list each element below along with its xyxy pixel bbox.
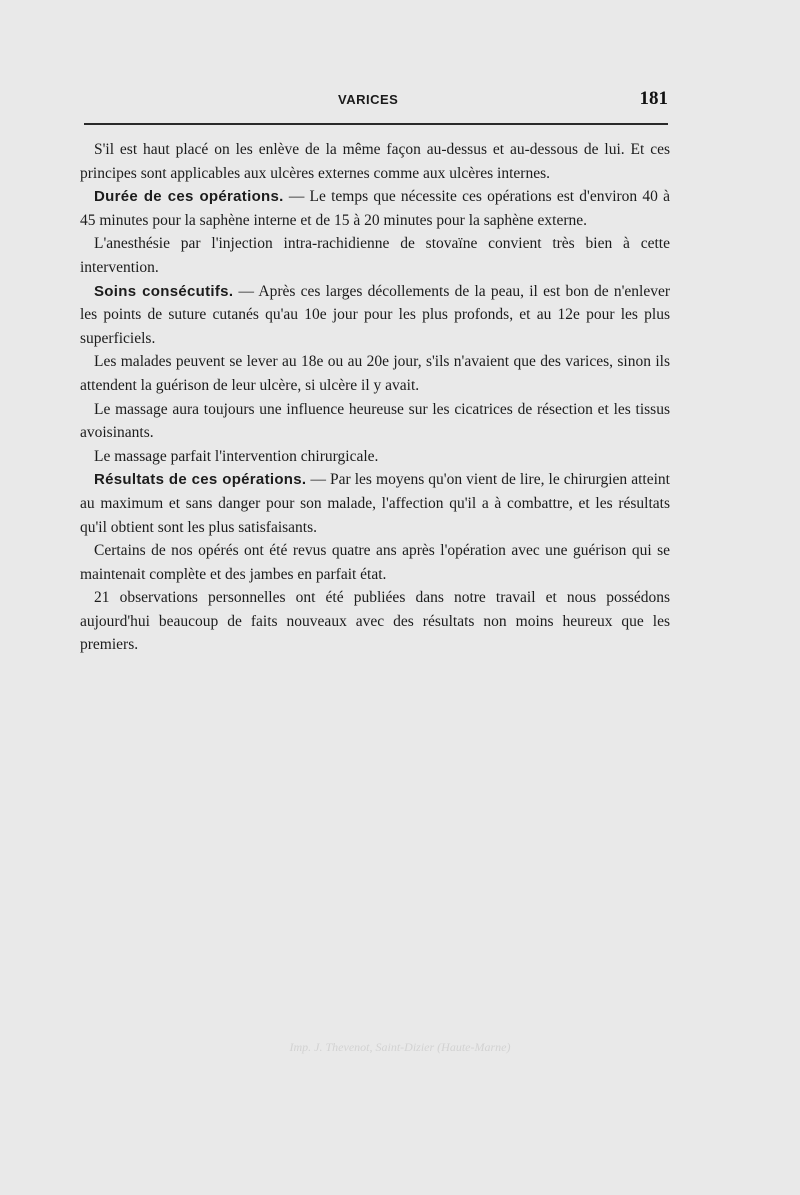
paragraph	[80, 445, 670, 469]
section-heading: Résultats de ces opérations.	[94, 471, 307, 489]
running-head	[84, 88, 668, 114]
page-number: 181	[639, 88, 668, 109]
paragraph-text: S'il est haut placé on les enlève de la même façon au-dessus et au-dessous de lui. Et ces principes sont applicables aux ulcères externes comme aux ulcères internes.	[80, 141, 670, 182]
paragraph	[80, 539, 670, 586]
paragraph	[80, 280, 670, 351]
paragraph	[80, 586, 670, 657]
paragraph-text: Le massage aura toujours une influence heureuse sur les cicatrices de résection et les tissus avoisinants.	[80, 400, 670, 442]
paragraph	[80, 232, 670, 279]
paragraph-text: — Après ces larges décollements de la peau, il est bon de n'enlever les points de suture cutanés qu'au 10e jour pour les plus profonds, et au 12e pour les plus superficiels.	[80, 282, 670, 347]
paragraph-text: L'anesthésie par l'injection intra-rachidienne de stovaïne convient très bien à cette intervention.	[80, 235, 670, 276]
paragraph-text: Les malades peuvent se lever au 18e ou au 20e jour, s'ils n'avaient que des varices, sinon ils attendent la guérison de leur ulcère, si ulcère il y avait.	[80, 353, 670, 394]
paragraph	[80, 185, 670, 232]
paragraph	[80, 398, 670, 445]
paragraph-text: 21 observations personnelles ont été publiées dans notre travail et nous possédons aujourd'hui beaucoup de faits nouveaux avec des résultats non moins heureux que les premiers.	[80, 589, 670, 654]
printer-imprint: Imp. J. Thevenot, Saint-Dizier (Haute-Marne)	[289, 1040, 511, 1054]
running-title: VARICES	[338, 92, 399, 107]
paragraph	[80, 350, 670, 397]
paragraph	[80, 468, 670, 539]
paragraph	[80, 138, 670, 185]
section-heading: Durée de ces opérations.	[94, 188, 284, 206]
paragraph-text: Certains de nos opérés ont été revus quatre ans après l'opération avec une guérison qui se maintenait complète et des jambes en parfait état.	[80, 542, 670, 583]
body-text	[80, 138, 670, 657]
paragraph-text: — Par les moyens qu'on vient de lire, le chirurgien atteint au maximum et sans danger pour son malade, l'affection qu'il a à combattre, et les résultats qu'il obtient sont les plus satisfaisants.	[80, 471, 670, 536]
paragraph-text: Le massage parfait l'intervention chirurgicale.	[94, 447, 379, 465]
paragraph-text: — Le temps que nécessite ces opérations est d'environ 40 à 45 minutes pour la saphène interne et de 15 à 20 minutes pour la saphène externe.	[80, 188, 670, 229]
section-heading: Soins consécutifs.	[94, 282, 234, 300]
header-rule	[84, 123, 668, 125]
